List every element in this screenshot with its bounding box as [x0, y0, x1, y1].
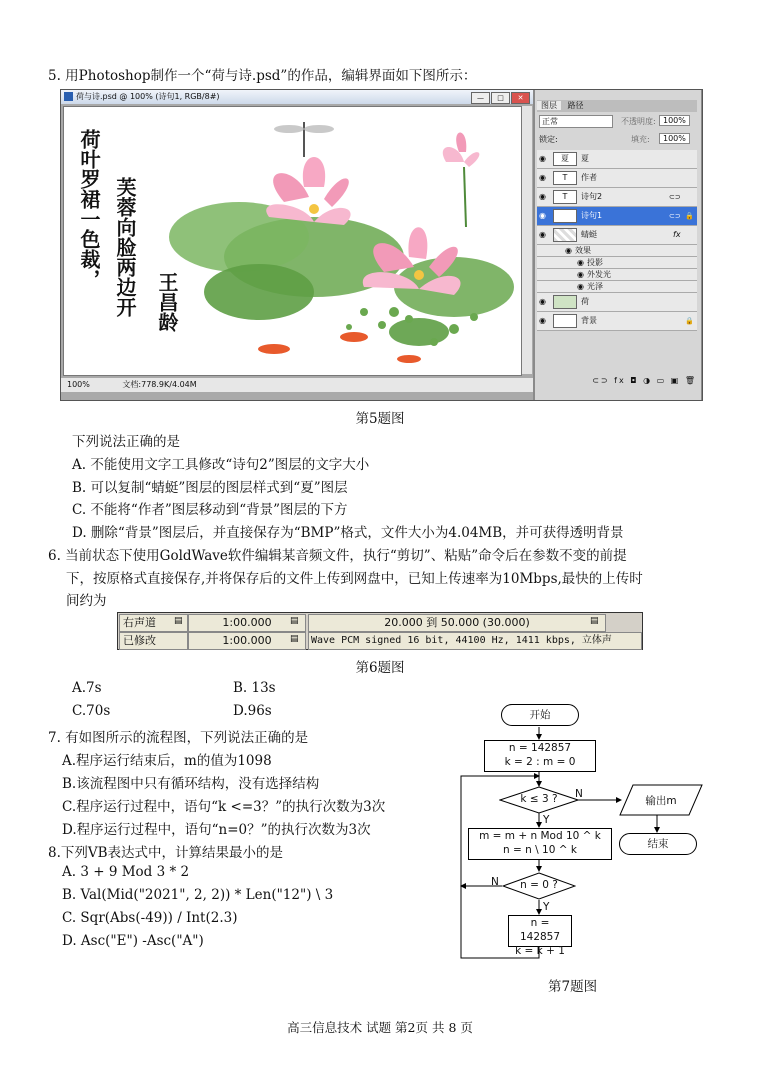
flow-end: 结束: [619, 833, 697, 855]
effect-eye-icon[interactable]: ◉: [577, 270, 584, 279]
poem-line-2: 芙蓉向脸两边开: [113, 177, 137, 317]
flow-cond2-no: N: [491, 876, 499, 888]
q6-option-b: B. 13s: [233, 680, 276, 696]
layer-name: 效果: [575, 246, 591, 255]
flow-init-line-1: n = 142857: [508, 742, 572, 754]
flow-start: 开始: [501, 704, 579, 726]
flow-init: [484, 740, 596, 772]
q8-option-d: D. Asc("E") -Asc("A"): [62, 933, 204, 949]
flow-cond1: k ≤ 3 ?: [520, 793, 558, 805]
layer-row[interactable]: [537, 150, 697, 169]
lotus-stem: [464, 167, 466, 227]
scroll-icon: ▤: [290, 634, 299, 644]
flow-cond2: n = 0 ?: [520, 879, 558, 891]
eye-icon[interactable]: ◉: [539, 192, 546, 201]
q8-option-b: B. Val(Mid("2021", 2, 2)) * Len("12") \ 3: [62, 887, 334, 903]
layer-thumbnail: T: [553, 209, 577, 223]
q7-caption: 第7题图: [548, 979, 598, 995]
q5-option-b: B. 可以复制“蜻蜓”图层的图层样式到“夏”图层: [72, 480, 348, 496]
modified-cell: 已修改: [119, 632, 188, 650]
page-footer: 高三信息技术 试题 第2页 共 8 页: [287, 1020, 473, 1035]
layer-row[interactable]: [537, 312, 697, 331]
layer-row[interactable]: [537, 245, 697, 257]
eye-icon[interactable]: ◉: [539, 230, 546, 239]
lotus-center: [414, 270, 424, 280]
layer-row[interactable]: [537, 269, 697, 281]
layer-name: 夏: [581, 154, 589, 163]
link-icon: ⊂⊃: [669, 193, 681, 201]
poem-author: 王昌龄: [155, 272, 179, 332]
length-cell-2: 1:00.000: [188, 632, 306, 650]
vertical-scrollbar[interactable]: [522, 106, 532, 374]
q6-stem-line-2: 下，按原格式直接保存,并将保存后的文件上传到网盘中，已知上传速率为10Mbps,最快的上传时: [66, 571, 643, 587]
flow-body-line-1: m = m + n Mod 10 ^ k: [479, 830, 601, 842]
lock-icon: 🔒: [685, 212, 694, 220]
q8-option-c: C. Sqr(Abs(-49)) / Int(2.3): [62, 910, 238, 926]
fx-icon[interactable]: fx: [673, 230, 681, 239]
flow-output: 输出m: [645, 795, 677, 807]
flow-cond1-no: N: [575, 788, 583, 800]
photoshop-screenshot: [60, 89, 703, 401]
lotus-leaf: [389, 318, 449, 346]
zoom-level[interactable]: 100%: [67, 380, 90, 389]
effect-eye-icon[interactable]: ◉: [565, 246, 572, 255]
lotus-petal: [314, 208, 351, 225]
q8-option-a: A. 3 + 9 Mod 3 * 2: [62, 864, 190, 880]
q5-option-c: C. 不能将“作者”图层移动到“背景”图层的下方: [72, 502, 348, 518]
q6-stem-line-3: 间约为: [66, 593, 107, 609]
layer-name: 背景: [581, 316, 597, 325]
eye-icon[interactable]: ◉: [539, 173, 546, 182]
scroll-icon: ▤: [290, 616, 299, 626]
layer-list: [535, 150, 701, 370]
q5-caption: 第5题图: [355, 411, 405, 427]
fill-input[interactable]: 100%: [659, 133, 690, 144]
layer-name: 作者: [581, 173, 597, 182]
layer-thumbnail: T: [553, 171, 577, 185]
flow-reset: [508, 915, 572, 957]
layer-name: 蜻蜓: [581, 230, 597, 239]
length-cell: 1:00.000: [188, 614, 306, 632]
flow-reset-line-2: k = k + 1: [515, 945, 565, 957]
q7-stem: 7. 有如图所示的流程图，下列说法正确的是: [48, 730, 309, 746]
goldwave-status-bar: [117, 612, 643, 650]
lotus-bud: [456, 132, 466, 152]
lotus-petal: [303, 157, 325, 187]
document-title: 荷与诗.psd @ 100% (诗句1, RGB/8#): [76, 92, 220, 101]
opacity-label: 不透明度:: [621, 117, 656, 126]
lotus-center: [309, 204, 319, 214]
image-canvas[interactable]: [63, 106, 522, 376]
flow-cond2-yes: Y: [543, 901, 550, 913]
eye-icon[interactable]: ◉: [539, 297, 546, 306]
lotus-petal: [408, 227, 427, 259]
layer-row[interactable]: [537, 293, 697, 312]
layer-thumbnail: 夏: [553, 152, 577, 166]
opacity-input[interactable]: 100%: [659, 115, 690, 126]
layer-name: 诗句1: [581, 211, 603, 220]
maximize-button[interactable]: □: [491, 92, 510, 104]
layer-row[interactable]: [537, 226, 697, 245]
layer-row[interactable]: [537, 169, 697, 188]
flow-init-line-2: k = 2 : m = 0: [504, 756, 576, 768]
q7-option-b: B.该流程图中只有循环结构，没有选择结构: [62, 776, 320, 792]
minimize-button[interactable]: —: [471, 92, 490, 104]
q8-stem: 8.下列VB表达式中，计算结果最小的是: [48, 845, 284, 861]
q5-option-a: A. 不能使用文字工具修改“诗句2”图层的文字大小: [72, 457, 370, 473]
dragonfly: [274, 122, 334, 157]
layer-name: 荷: [581, 297, 589, 306]
tab-paths[interactable]: 路径: [567, 101, 584, 110]
layer-thumbnail: [553, 314, 577, 328]
tab-layers[interactable]: 图层: [537, 101, 561, 110]
poem-line-1: 荷叶罗裙一色裁，: [77, 129, 101, 289]
layer-thumbnail: T: [553, 190, 577, 204]
flow-reset-line-1: n = 142857: [519, 917, 561, 943]
layer-name: 诗句2: [581, 192, 603, 201]
lotus-bud: [464, 152, 479, 167]
panel-tabs: [537, 100, 697, 112]
q5-option-d: D. 删除“背景”图层后，并直接保存为“BMP”格式，文件大小为4.04MB，并可获得透明背景: [72, 525, 624, 541]
scroll-icon: ▤: [590, 616, 599, 626]
blend-mode-select[interactable]: 正常: [539, 115, 613, 128]
layer-row[interactable]: [537, 207, 697, 226]
status-bar: [61, 378, 533, 392]
layer-name: 投影: [587, 258, 603, 267]
effect-eye-icon[interactable]: ◉: [577, 258, 584, 267]
eye-icon[interactable]: ◉: [539, 211, 546, 220]
q6-option-a: A.7s: [72, 680, 102, 696]
q6-option-d: D.96s: [233, 703, 272, 719]
flow-cond1-yes: Y: [543, 814, 550, 826]
flow-body: [468, 828, 612, 860]
document-window: [61, 90, 533, 400]
effect-eye-icon[interactable]: ◉: [577, 282, 584, 291]
layers-panel: [535, 90, 701, 400]
close-button[interactable]: ✕: [511, 92, 530, 104]
flow-body-line-2: n = n \ 10 ^ k: [503, 844, 577, 856]
scroll-icon: ▤: [174, 616, 183, 626]
ps-icon: [64, 92, 73, 101]
q6-stem-line-1: 6. 当前状态下使用GoldWave软件编辑某音频文件，执行“剪切”、粘贴”命令后在参数不变的前提: [48, 548, 627, 564]
q6-caption: 第6题图: [355, 660, 405, 676]
layer-thumbnail: [553, 228, 577, 242]
lock-label: 锁定:: [539, 135, 558, 144]
layer-name: 外发光: [587, 270, 611, 279]
selection-cell: 20.000 到 50.000 (30.000): [308, 614, 606, 632]
layer-row[interactable]: [537, 281, 697, 293]
channel-cell: 右声道: [119, 614, 188, 632]
layer-row[interactable]: [537, 188, 697, 207]
eye-icon[interactable]: ◉: [539, 316, 546, 325]
q7-option-a: A.程序运行结束后，m的值为1098: [62, 753, 272, 769]
q5-stem: 5. 用Photoshop制作一个“荷与诗.psd”的作品，编辑界面如下图所示：: [48, 68, 477, 84]
fill-label: 填充:: [631, 135, 650, 144]
doc-info: 文档:778.9K/4.04M: [122, 380, 197, 389]
eye-icon[interactable]: ◉: [539, 154, 546, 163]
q7-option-d: D.程序运行过程中，语句“n=0？”的执行次数为3次: [62, 822, 371, 838]
lotus-petal: [324, 178, 349, 207]
format-cell: Wave PCM signed 16 bit, 44100 Hz, 1411 kbps, 立体声: [308, 632, 642, 650]
q7-option-c: C.程序运行过程中，语句“k <=3？”的执行次数为3次: [62, 799, 386, 815]
flowchart: [455, 700, 705, 965]
lock-icon: 🔒: [685, 317, 694, 325]
layer-panel-icons[interactable]: ⊂⊃ fx ◘ ◑ ▭ ▣ 🗑: [592, 376, 697, 385]
q5-prompt: 下列说法正确的是: [72, 434, 180, 450]
q6-option-c: C.70s: [72, 703, 111, 719]
layer-name: 光泽: [587, 282, 603, 291]
layer-row[interactable]: [537, 257, 697, 269]
lotus-leaf: [204, 264, 314, 320]
document-title-bar: [61, 90, 533, 104]
layer-thumbnail: [553, 295, 577, 309]
link-icon: ⊂⊃: [669, 212, 681, 220]
